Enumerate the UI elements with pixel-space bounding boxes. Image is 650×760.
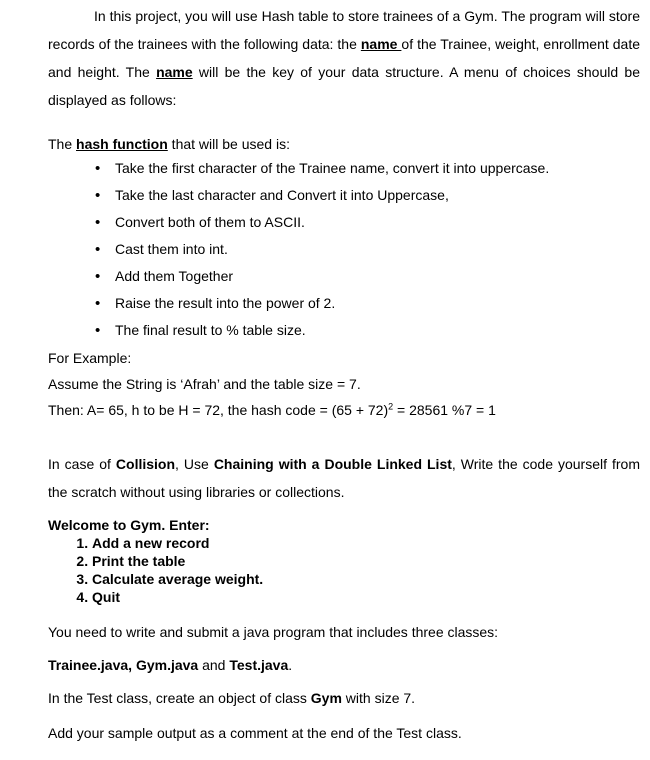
hash-function-intro: [48, 130, 640, 158]
menu-option: 3. Calculate average weight.: [92, 570, 263, 588]
hash-step: • Raise the result into the power of 2.: [95, 290, 549, 317]
menu-option: 2. Print the table: [92, 552, 263, 570]
hash-step: • Take the first character of the Trainee name, convert it into uppercase.: [95, 155, 549, 182]
intro-text-3: will be the key of your data structure. A menu of choices should be displayed as follows:: [48, 64, 640, 108]
hash-step: • The final result to % table size.: [95, 317, 549, 344]
hash-step: • Convert both of them to ASCII.: [95, 209, 549, 236]
intro-text-2: of the Trainee, weight, enrollment date and height. The: [48, 36, 640, 80]
menu-option: 1. Add a new record: [92, 534, 263, 552]
hash-function-keyword: hash function: [76, 136, 168, 152]
gym-menu: [48, 516, 263, 606]
collision-keyword: Collision: [115, 456, 176, 472]
sample-output-instructions: Add your sample output as a comment at the end of the Test class.: [48, 725, 462, 741]
hash-step: • Take the last character and Convert it into Uppercase,: [95, 182, 549, 209]
hash-prefix: The: [48, 136, 77, 152]
example-line-1: Assume the String is ‘Afrah’ and the table size = 7.: [48, 376, 361, 392]
test-class-instructions: In the Test class, create an object of class Gym with size 7.: [48, 690, 416, 706]
example-heading: For Example:: [48, 350, 132, 366]
name-keyword-2: name: [156, 64, 193, 80]
hash-step: • Add them Together: [95, 263, 549, 290]
hash-suffix: that will be used is:: [167, 136, 290, 152]
intro-text-1: In this project, you will use Hash table to store trainees of a Gym. The program will store records of the trainees with the following data: the: [48, 8, 640, 52]
menu-option: 4. Quit: [92, 588, 263, 606]
class-list: Trainee.java, Gym.java and Test.java.: [48, 657, 293, 673]
menu-title: Welcome to Gym. Enter:: [48, 517, 210, 533]
example-line-2: [48, 396, 640, 424]
submit-instructions: You need to write and submit a java program that includes three classes:: [48, 624, 499, 640]
collision-paragraph: In case of Collision, Use Chaining with a Double Linked List, Write the code yourself from the scratch without using libraries or collections.: [48, 456, 640, 500]
name-keyword-1: name: [360, 36, 402, 52]
exponent: 2: [388, 401, 394, 412]
menu-options: [48, 534, 263, 606]
example-formula: Then: A= 65, h to be H = 72, the hash code = (65 + 72): [48, 402, 389, 418]
example-result: = 28561 %7 = 1: [393, 402, 496, 418]
hash-steps-list: [95, 155, 549, 344]
chaining-keyword: Chaining with a Double Linked List: [213, 456, 452, 472]
hash-step: • Cast them into int.: [95, 236, 549, 263]
intro-paragraph: [48, 2, 640, 114]
